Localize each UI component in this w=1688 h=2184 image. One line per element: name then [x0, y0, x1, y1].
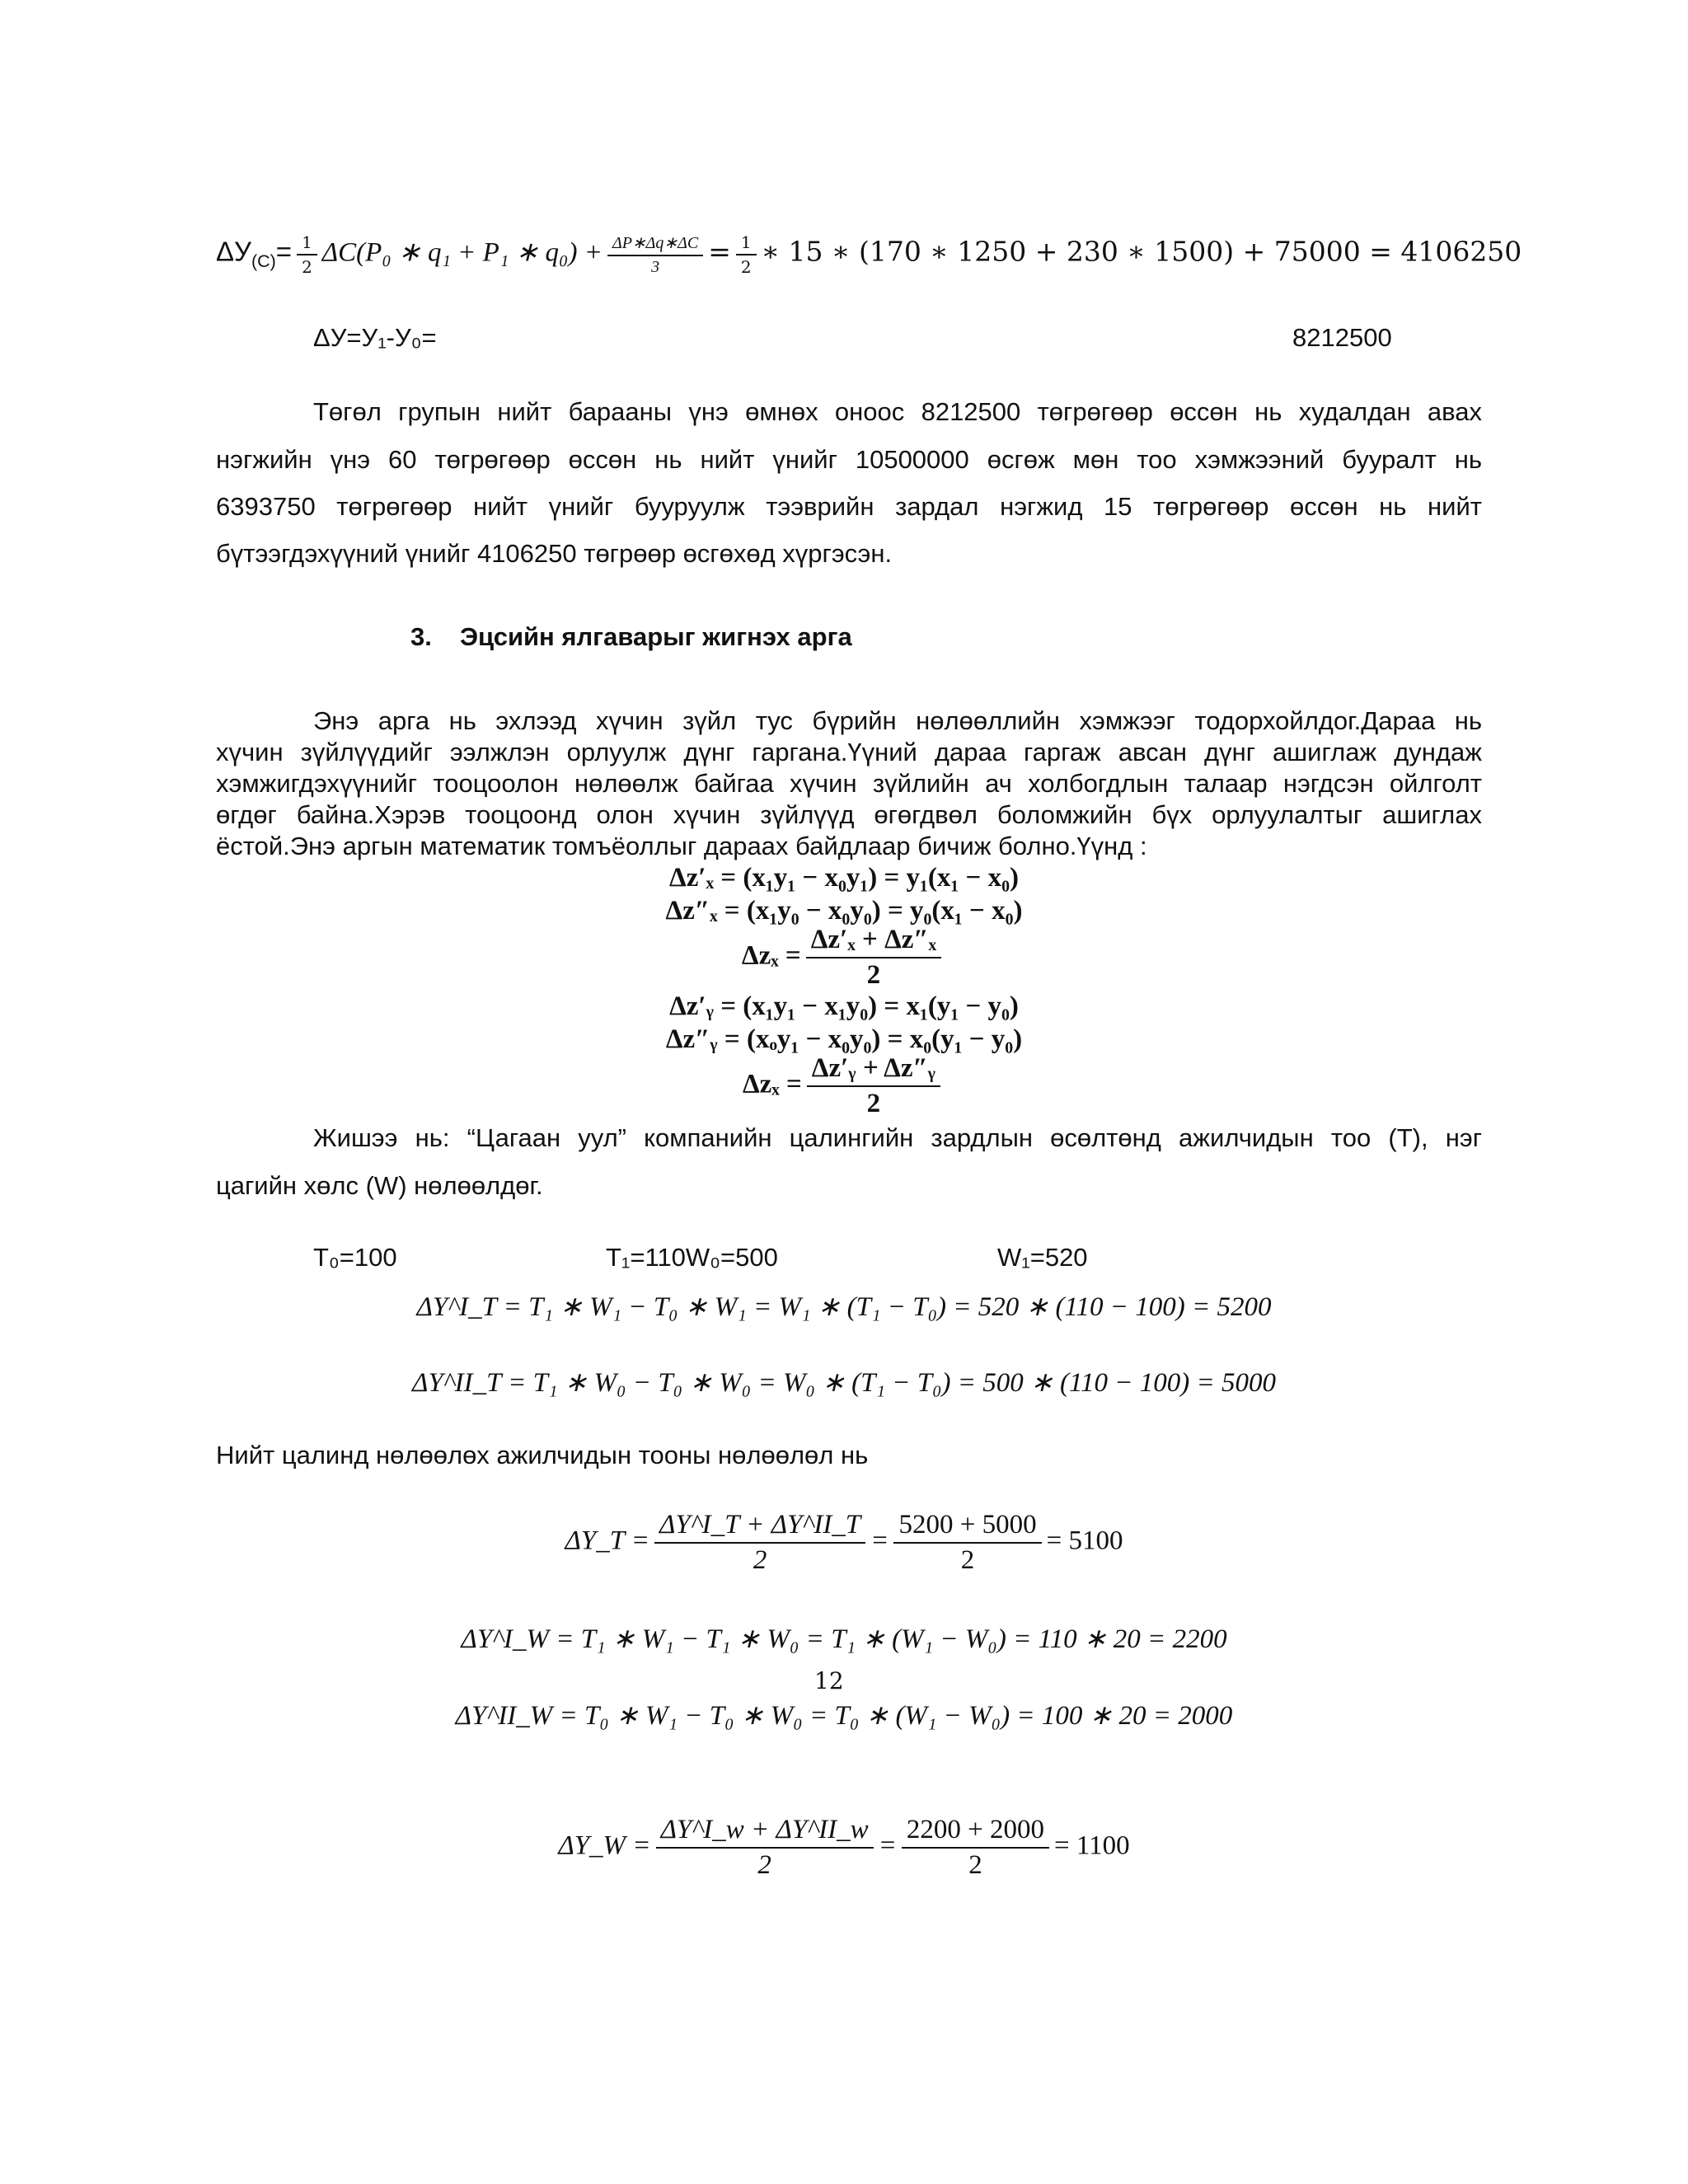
paragraph-line: хэмжигдэхүүнийг тооцоолон нөлөөлж байгаа хүчин зүйлийн ач холбогдлын талаар нэгдсэн ойлголт: [216, 769, 1482, 798]
given-t0: T₀=100: [313, 1243, 397, 1272]
paragraph-line: нэгжийн үнэ 60 төгрөгөөр өссөн нь нийт үнийг 10500000 өсгөж мөн тоо хэмжээний бууралт нь: [216, 445, 1482, 474]
formula-mid: ΔC(P₀ ∗ q₁ + P₁ ∗ q₀) +: [321, 237, 603, 268]
formula-delta-y-total-value: 8212500: [1292, 323, 1392, 352]
given-w1: W₁=520: [997, 1243, 1088, 1272]
calc-dyw: [0, 1815, 1688, 1881]
section-heading-number: 3.: [410, 622, 432, 651]
fraction-num: ΔY^I_T + ΔY^II_T: [654, 1510, 865, 1544]
bold-formula-dzx2: Δz″ₓ = (x₁y₀ − x₀y₀) = y₀(x₁ − x₀): [665, 896, 1023, 926]
calc-dyw2: ΔY^II_W = T₀ ∗ W₁ − T₀ ∗ W₀ = T₀ ∗ (W₁ − W₀) = 100 ∗ 20 = 2000: [455, 1701, 1233, 1731]
fraction-den: 2: [968, 1850, 982, 1880]
bold-formula-dzx1: Δz′ₓ = (x₁y₁ − x₀y₁) = y₁(x₁ − x₀): [669, 863, 1019, 893]
fraction: [656, 1815, 874, 1881]
fraction: [893, 1510, 1041, 1576]
paragraph-line-last: цагийн хөлс (W) нөлөөлдөг.: [216, 1171, 543, 1200]
section-heading: Эцсийн ялгаварыг жигнэх арга: [460, 622, 852, 651]
bold-formula-dzy2: Δz″ᵧ = (xₒy₁ − x₀y₀) = x₀(y₁ − y₀): [665, 1024, 1023, 1054]
formula-result: = 1100: [1054, 1830, 1130, 1861]
formula-lhs: ΔY_T =: [565, 1526, 650, 1556]
fraction-num: 1: [736, 232, 757, 255]
paragraph-line: өгдөг байна.Хэрэв тооцоонд олон хүчин зүйлүүд өгөгдвөл боломжийн бүх орлуулалтыг ашиглах: [216, 800, 1482, 829]
fraction-den: 2: [740, 257, 752, 277]
fraction-den: 2: [866, 1089, 881, 1118]
formula-result: = 5100: [1046, 1526, 1123, 1556]
fraction-num: Δz′ₓ + Δz″ₓ: [806, 925, 941, 958]
paragraph-line: Энэ арга нь эхлээд хүчин зүйл тус бүрийн нөлөөллийн хэмжээг тодорхойлдог.Дараа нь: [313, 706, 1482, 735]
bold-formula-dzy1: Δz′ᵧ = (x₁y₁ − x₁y₀) = x₁(y₁ − y₀): [669, 991, 1019, 1021]
fraction-half-2: [736, 232, 757, 277]
fraction: [806, 925, 941, 991]
formula-eq: =: [870, 1526, 889, 1556]
page-number: 12: [814, 1667, 844, 1694]
fraction: [654, 1510, 865, 1576]
bold-formula-dzx: [0, 925, 1688, 991]
fraction-den: 2: [753, 1545, 767, 1575]
fraction-half: [297, 232, 317, 277]
fraction-num: Δz′ᵧ + Δz″ᵧ: [807, 1053, 940, 1087]
formula-eq2: =: [708, 235, 731, 268]
formula-lhs: ΔУ: [216, 236, 252, 267]
fraction-den: 3: [651, 258, 660, 276]
paragraph-line: 6393750 төгрөгөөр нийт үнийг бууруулж тээврийн зардал нэгжид 15 төгрөгөөр өссөн нь нийт: [216, 492, 1482, 521]
paragraph-total-effect: Нийт цалинд нөлөөлөх ажилчидын тооны нөлөөлөл нь: [216, 1441, 869, 1469]
formula-lhs: ΔY_W =: [558, 1830, 651, 1861]
calc-dyt1: ΔY^I_T = T₁ ∗ W₁ − T₀ ∗ W₁ = W₁ ∗ (T₁ − T₀) = 520 ∗ (110 − 100) = 5200: [416, 1292, 1272, 1322]
formula-lhs-sub: (C): [251, 251, 276, 272]
bold-formula-dzy: [0, 1053, 1688, 1119]
calc-dyt2: ΔY^II_T = T₁ ∗ W₀ − T₀ ∗ W₀ = W₀ ∗ (T₁ − T₀) = 500 ∗ (110 − 100) = 5000: [411, 1368, 1277, 1398]
paragraph-line: Жишээ нь: “Цагаан уул” компанийн цалингийн зардлын өсөлтөнд ажилчидын тоо (T), нэг: [313, 1123, 1482, 1152]
formula-eq: =: [275, 236, 293, 267]
paragraph-line: хүчин зүйлүүдийг ээлжлэн орлуулж дүнг гаргана.Үүний дараа гаргаж авсан дүнг ашиглаж дундаж: [216, 738, 1482, 766]
formula-lhs: Δzₓ =: [741, 940, 801, 971]
calc-dyt: [0, 1510, 1688, 1576]
fraction-den: 2: [302, 257, 312, 277]
fraction-num: 1: [297, 232, 317, 255]
calc-dyw1: ΔY^I_W = T₁ ∗ W₁ − T₁ ∗ W₀ = T₁ ∗ (W₁ − W₀) = 110 ∗ 20 = 2200: [461, 1624, 1227, 1654]
fraction-den: 2: [960, 1545, 975, 1575]
fraction-num: ΔY^I_w + ΔY^II_w: [656, 1815, 874, 1849]
fraction-num: 2200 + 2000: [902, 1815, 1049, 1849]
paragraph-line: Төгөл групын нийт барааны үнэ өмнөх оноос 8212500 төгрөгөөр өссөн нь худалдан авах: [313, 397, 1482, 426]
formula-lhs: Δzₓ =: [742, 1069, 802, 1099]
fraction-num: 5200 + 5000: [893, 1510, 1041, 1544]
paragraph-line-last: бүтээгдэхүүний үнийг 4106250 төгрөөр өсгөхөд хүргэсэн.: [216, 539, 893, 568]
given-t1-w0: T₁=110W₀=500: [606, 1243, 778, 1272]
formula-delta-y-c: [216, 232, 1522, 277]
formula-delta-y-total: ΔУ=У₁-У₀=: [313, 323, 437, 352]
fraction: [807, 1053, 940, 1119]
fraction-delta: [607, 232, 703, 277]
fraction-den: 2: [866, 960, 881, 990]
formula-tail: ∗ 15 ∗ (170 ∗ 1250 + 230 ∗ 1500) + 75000 = 4106250: [761, 235, 1522, 268]
fraction-num: ΔP∗Δq∗ΔC: [607, 232, 703, 256]
paragraph-line-last: ёстой.Энэ аргын математик томъёоллыг дараах байдлаар бичиж болно.Үүнд :: [216, 832, 1147, 860]
formula-eq: =: [878, 1830, 897, 1861]
fraction-den: 2: [757, 1850, 771, 1880]
fraction: [902, 1815, 1049, 1881]
